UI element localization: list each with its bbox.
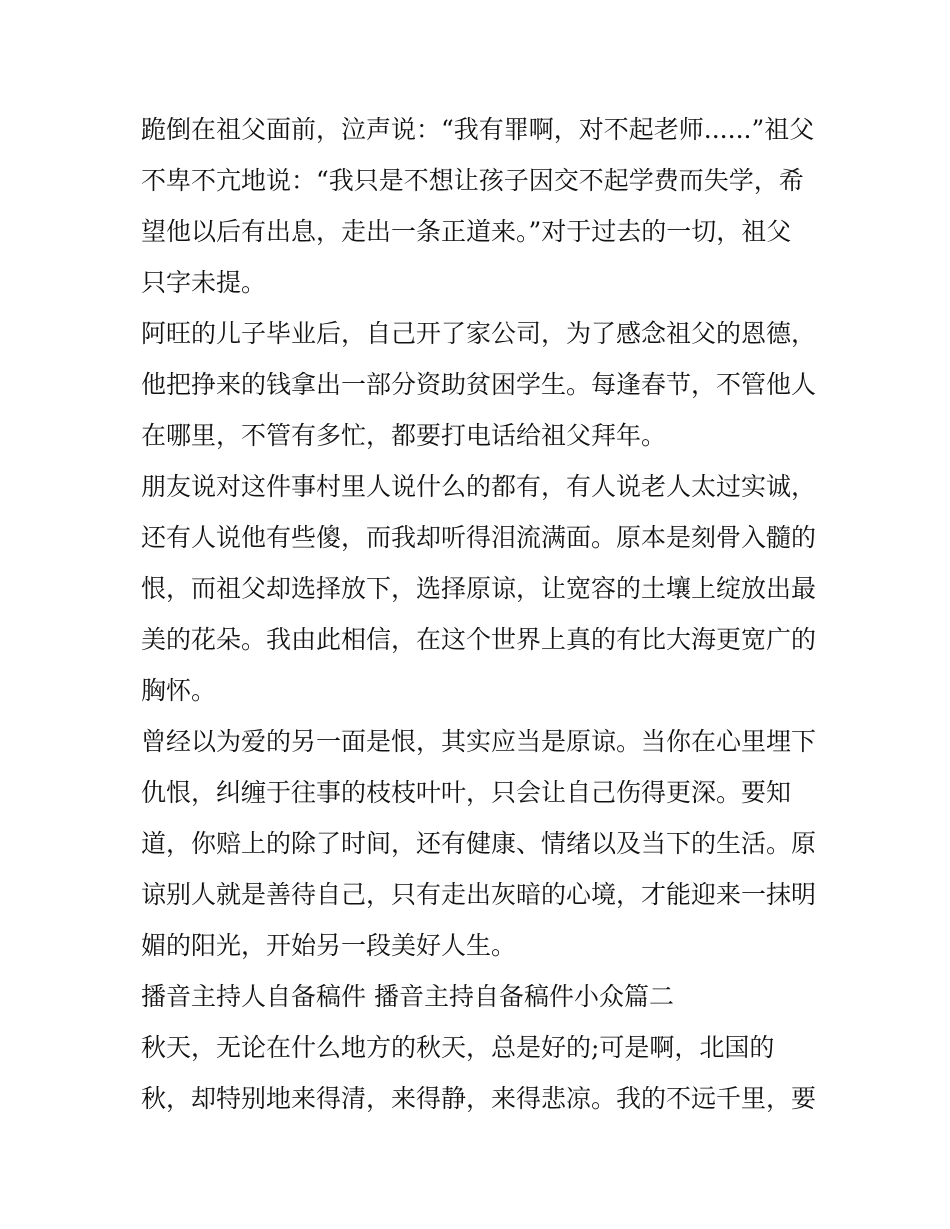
document-body (141, 104, 821, 1124)
text-line: 媚的阳光，开始另一段美好人生。 (141, 931, 517, 960)
text-line: 秋天，无论在什么地方的秋天，总是好的;可是啊，北国的 (141, 1033, 775, 1062)
text-line: 道，你赔上的除了时间，还有健康、情绪以及当下的生活。原 (141, 829, 817, 858)
text-line: 胸怀。 (141, 676, 217, 705)
text-line: 美的花朵。我由此相信，在这个世界上真的有比大海更宽广的 (141, 625, 817, 654)
text-line: 秋，却特别地来得清，来得静，来得悲凉。我的不远千里，要 (141, 1084, 817, 1113)
text-line: 不卑不亢地说：“我只是不想让孩子因交不起学费而失学，希 (141, 166, 804, 195)
text-line: 只字未提。 (141, 268, 267, 297)
text-line: 阿旺的儿子毕业后，自己开了家公司，为了感念祖父的恩德， (141, 319, 817, 348)
text-line: 望他以后有出息，走出一条正道来。”对于过去的一切，祖父 (141, 217, 792, 246)
text-line: 在哪里，不管有多忙，都要打电话给祖父拜年。 (141, 421, 667, 450)
text-line: 仇恨，纠缠于往事的枝枝叶叶，只会让自己伤得更深。要知 (141, 778, 792, 807)
text-line: 恨，而祖父却选择放下，选择原谅，让宽容的土壤上绽放出最 (141, 574, 817, 603)
text-line: 曾经以为爱的另一面是恨，其实应当是原谅。当你在心里埋下 (141, 727, 817, 756)
text-line: 朋友说对这件事村里人说什么的都有，有人说老人太过实诚， (141, 472, 817, 501)
text-line: 他把挣来的钱拿出一部分资助贫困学生。每逢春节，不管他人 (141, 370, 817, 399)
text-line: 谅别人就是善待自己，只有走出灰暗的心境，才能迎来一抹明 (141, 880, 817, 909)
section-heading: 播音主持人自备稿件 播音主持自备稿件小众篇二 (141, 982, 674, 1011)
text-line: 还有人说他有些傻，而我却听得泪流满面。原本是刻骨入髓的 (141, 523, 817, 552)
text-line: 跪倒在祖父面前，泣声说：“我有罪啊，对不起老师......”祖父 (141, 115, 815, 144)
